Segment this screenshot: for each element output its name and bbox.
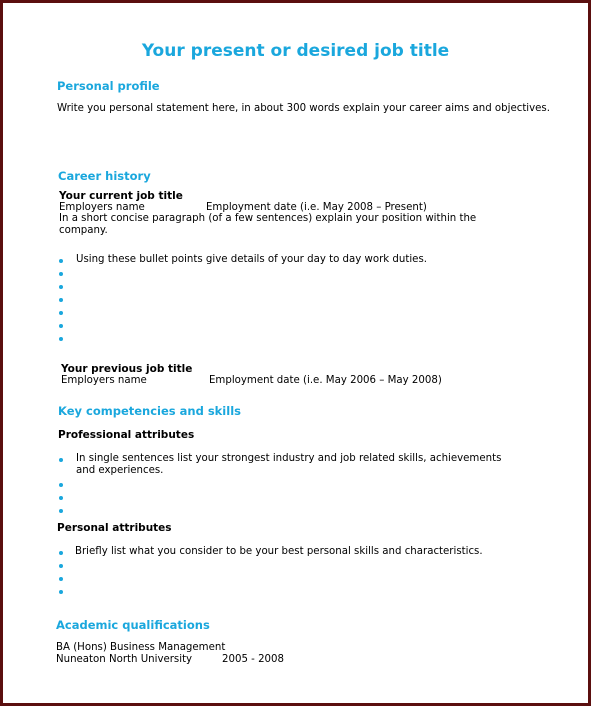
bullet-icon — [59, 311, 63, 315]
academic-years: 2005 - 2008 — [222, 654, 285, 665]
previous-employer: Employers name — [61, 375, 147, 386]
bullet-icon — [59, 324, 63, 328]
bullet-icon — [59, 272, 63, 276]
current-summary-line-1: In a short concise paragraph (of a few sentences) explain your position within the — [59, 213, 477, 224]
professional-bullet-line-2: and experiences. — [76, 465, 164, 476]
bullet-icon — [59, 590, 63, 594]
university-text: Nuneaton North University — [56, 654, 193, 665]
bullet-icon — [59, 483, 63, 487]
career-history-heading: Career history — [58, 169, 151, 183]
bullet-icon — [59, 551, 63, 555]
previous-job-title: Your previous job title — [61, 363, 193, 375]
bullet-icon — [59, 577, 63, 581]
personal-bullet-text: Briefly list what you consider to be your best personal skills and characteristics. — [75, 546, 483, 557]
current-summary-line-2: company. — [59, 225, 108, 236]
previous-employment-date: Employment date (i.e. May 2006 – May 2008) — [209, 375, 442, 386]
personal-profile-heading: Personal profile — [57, 79, 160, 93]
bullet-icon — [59, 337, 63, 341]
current-duties-bullet: Using these bullet points give details of your day to day work duties. — [76, 254, 427, 265]
bullet-icon — [59, 285, 63, 289]
bullet-icon — [59, 458, 63, 462]
bullet-icon — [59, 509, 63, 513]
current-employer: Employers name — [59, 202, 145, 213]
academic-heading: Academic qualifications — [56, 618, 210, 632]
degree-text: BA (Hons) Business Management — [56, 642, 226, 653]
current-job-title: Your current job title — [59, 190, 183, 202]
bullet-icon — [59, 564, 63, 568]
competencies-heading: Key competencies and skills — [58, 404, 241, 418]
current-employment-date: Employment date (i.e. May 2008 – Present) — [206, 202, 427, 213]
professional-bullet-line-1: In single sentences list your strongest industry and job related skills, achievements — [76, 453, 502, 464]
bullet-icon — [59, 298, 63, 302]
personal-attributes-heading: Personal attributes — [57, 522, 172, 534]
personal-profile-text: Write you personal statement here, in about 300 words explain your career aims and objectives. — [57, 103, 550, 114]
professional-attributes-heading: Professional attributes — [58, 429, 195, 441]
bullet-icon — [59, 259, 63, 263]
bullet-icon — [59, 496, 63, 500]
page-title: Your present or desired job title — [141, 41, 450, 61]
